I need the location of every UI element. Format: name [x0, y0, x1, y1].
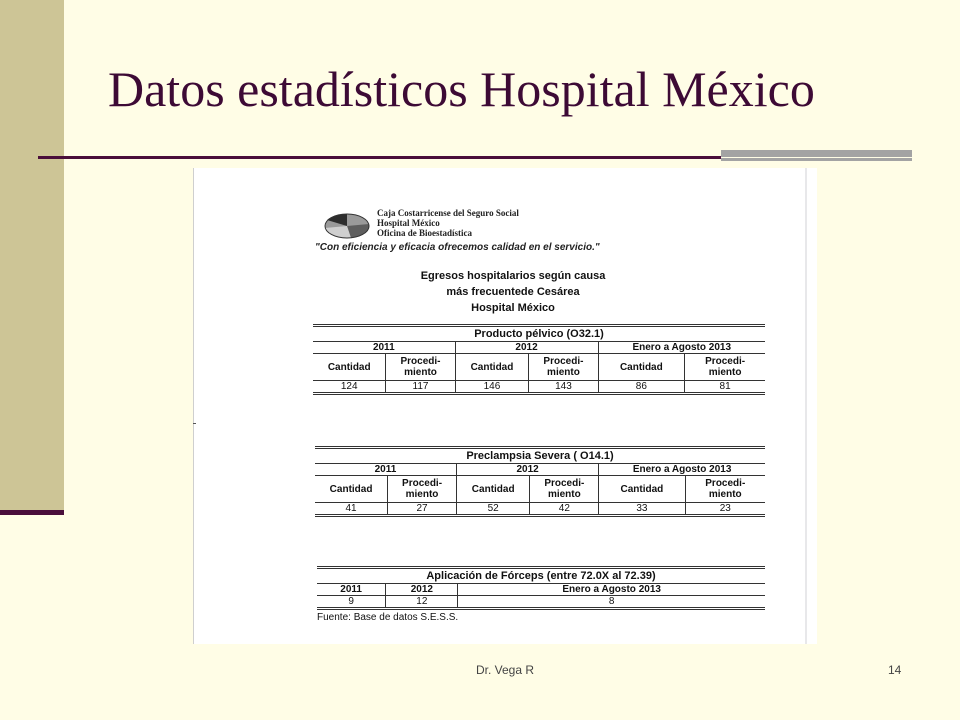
column-header: Cantidad — [313, 354, 386, 381]
title-underline-grey-strip — [721, 158, 912, 161]
slide-sidebar-accent — [0, 0, 64, 512]
year-header: 2011 — [315, 464, 456, 476]
institution-motto: "Con eficiencia y eficacia ofrecemos calidad en el servicio." — [315, 242, 600, 253]
column-header-line: Procedi- — [544, 478, 585, 489]
sidebar-base-line — [0, 510, 64, 515]
table-cell: 23 — [685, 503, 765, 516]
table-producto-pelvico — [313, 324, 765, 395]
table-cell: 86 — [598, 381, 685, 394]
institution-header — [377, 208, 519, 238]
column-header: Cantidad — [598, 354, 685, 381]
page-number: 14 — [888, 663, 902, 677]
column-header — [388, 476, 457, 503]
column-header-line: Procedi- — [543, 356, 584, 367]
institution-line: Hospital México — [377, 218, 440, 228]
table-cell: 33 — [599, 503, 685, 516]
column-header — [685, 354, 765, 381]
table-cell: 41 — [315, 503, 388, 516]
year-header: 2012 — [455, 342, 598, 354]
table-cell: 143 — [529, 381, 598, 394]
year-header: 2012 — [456, 464, 598, 476]
column-header: Cantidad — [455, 354, 529, 381]
footer-author: Dr. Vega R — [476, 663, 535, 677]
column-header-line: Procedi- — [705, 356, 746, 367]
margin-tick-mark — [193, 423, 196, 424]
table-cell: 52 — [456, 503, 529, 516]
column-header — [529, 354, 598, 381]
table-cell: 42 — [530, 503, 599, 516]
ccss-logo-icon — [321, 208, 371, 242]
year-header: Enero a Agosto 2013 — [598, 342, 765, 354]
year-header: 2011 — [317, 584, 386, 596]
slide-title: Datos estadísticos Hospital México — [108, 61, 815, 117]
table-preclampsia-severa — [315, 446, 765, 517]
report-title-line: Hospital México — [471, 302, 555, 314]
table-cell: 8 — [458, 596, 765, 609]
table-caption: Aplicación de Fórceps (entre 72.0X al 72.39) — [317, 568, 765, 584]
column-header: Cantidad — [456, 476, 529, 503]
table-cell: 81 — [685, 381, 765, 394]
column-header-line: Procedi- — [705, 478, 746, 489]
year-header: 2012 — [386, 584, 458, 596]
report-title — [403, 268, 623, 316]
document-right-edge — [805, 168, 807, 644]
column-header: Cantidad — [599, 476, 685, 503]
year-header: 2011 — [313, 342, 455, 354]
year-header: Enero a Agosto 2013 — [458, 584, 765, 596]
column-header-line: miento — [404, 367, 437, 378]
column-header-line: miento — [708, 367, 742, 378]
table-cell: 12 — [386, 596, 458, 609]
report-title-line: Egresos hospitalarios según causa — [420, 270, 606, 282]
column-header-line: Procedi- — [402, 478, 443, 489]
column-header-line: miento — [708, 489, 742, 500]
institution-line: Caja Costarricense del Seguro Social — [377, 208, 519, 218]
table-caption: Producto pélvico (O32.1) — [313, 326, 765, 342]
data-source-note: Fuente: Base de datos S.E.S.S. — [317, 612, 459, 623]
column-header: Cantidad — [315, 476, 388, 503]
table-aplicacion-forceps — [317, 566, 765, 610]
year-header: Enero a Agosto 2013 — [599, 464, 765, 476]
institution-line: Oficina de Bioestadística — [377, 228, 472, 238]
document-left-edge — [193, 168, 194, 644]
table-caption: Preclampsia Severa ( O14.1) — [315, 448, 765, 464]
scanned-document — [193, 168, 817, 644]
title-underline-grey-block — [721, 150, 912, 157]
column-header-line: miento — [547, 489, 581, 500]
column-header-line: miento — [405, 489, 439, 500]
column-header — [530, 476, 599, 503]
title-underline — [38, 156, 721, 159]
column-header — [685, 476, 765, 503]
column-header-line: Procedi- — [400, 356, 441, 367]
report-title-line: más frecuentede Cesárea — [446, 286, 580, 298]
table-cell: 9 — [317, 596, 386, 609]
table-cell: 146 — [455, 381, 529, 394]
table-cell: 27 — [388, 503, 457, 516]
column-header-line: miento — [547, 367, 580, 378]
table-cell: 117 — [386, 381, 455, 394]
table-cell: 124 — [313, 381, 386, 394]
column-header — [386, 354, 455, 381]
